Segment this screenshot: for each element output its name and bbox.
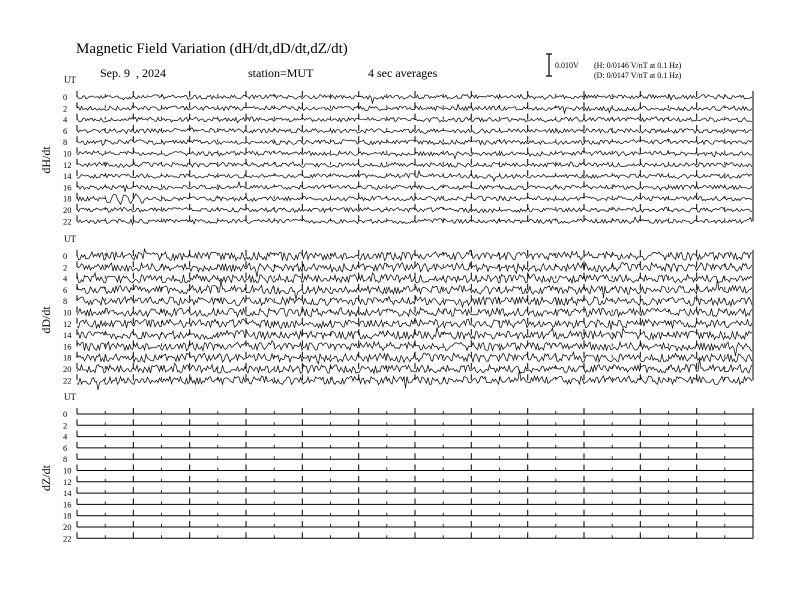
row-label: 2 [63, 420, 68, 431]
row-label: 8 [63, 296, 68, 307]
row-label: 22 [63, 216, 72, 227]
row-label: 0 [63, 251, 68, 261]
row-label: 22 [63, 533, 72, 544]
row-label: 16 [63, 341, 72, 352]
row-label: 4 [63, 114, 68, 125]
row-label: 6 [63, 125, 68, 136]
row-label: 8 [63, 454, 68, 465]
date-label: Sep. 9 , 2024 [100, 66, 166, 80]
scale-value: 0.010V [555, 61, 579, 70]
chart-title: Magnetic Field Variation (dH/dt,dD/dt,dZ/dt) [76, 41, 348, 57]
panel-ylabel: dD/dt [39, 306, 53, 334]
panel-ylabel: dH/dt [39, 146, 53, 174]
row-label: 2 [63, 262, 68, 273]
row-label: 20 [63, 364, 72, 374]
panel-ut-label: UT [64, 234, 76, 244]
panel-ut-label: UT [64, 392, 76, 402]
row-label: 0 [63, 92, 68, 102]
row-label: 6 [63, 442, 68, 453]
scale-h-sensitivity: (H: 0/0146 V/nT at 0.1 Hz) [594, 61, 682, 70]
row-label: 20 [63, 522, 72, 532]
scale-d-sensitivity: (D: 0/0147 V/nT at 0.1 Hz) [594, 71, 682, 80]
row-label: 14 [63, 171, 72, 182]
row-label: 4 [63, 273, 68, 284]
row-label: 6 [63, 284, 68, 295]
row-label: 10 [63, 148, 72, 159]
row-label: 16 [63, 182, 72, 193]
panel-dh-dt [39, 75, 753, 226]
scale-bar-legend [546, 54, 682, 80]
row-label: 18 [63, 510, 72, 521]
row-label: 18 [63, 193, 72, 204]
row-label: 14 [63, 330, 72, 341]
panel-dz-dt [39, 392, 753, 543]
row-label: 22 [63, 375, 72, 386]
row-label: 12 [63, 159, 72, 170]
row-label: 12 [63, 318, 72, 329]
panel-ylabel: dZ/dt [39, 465, 53, 491]
row-label: 10 [63, 307, 72, 318]
row-label: 8 [63, 137, 68, 148]
averaging-label: 4 sec averages [368, 66, 438, 80]
panel-ut-label: UT [64, 75, 76, 85]
row-label: 18 [63, 352, 72, 363]
row-label: 10 [63, 465, 72, 476]
panel-dd-dt [39, 234, 753, 390]
row-label: 14 [63, 488, 72, 499]
row-label: 2 [63, 103, 68, 114]
station-label: station=MUT [248, 66, 314, 80]
row-label: 12 [63, 476, 72, 487]
row-label: 16 [63, 499, 72, 510]
row-label: 20 [63, 205, 72, 215]
row-label: 4 [63, 431, 68, 442]
row-label: 0 [63, 409, 68, 419]
